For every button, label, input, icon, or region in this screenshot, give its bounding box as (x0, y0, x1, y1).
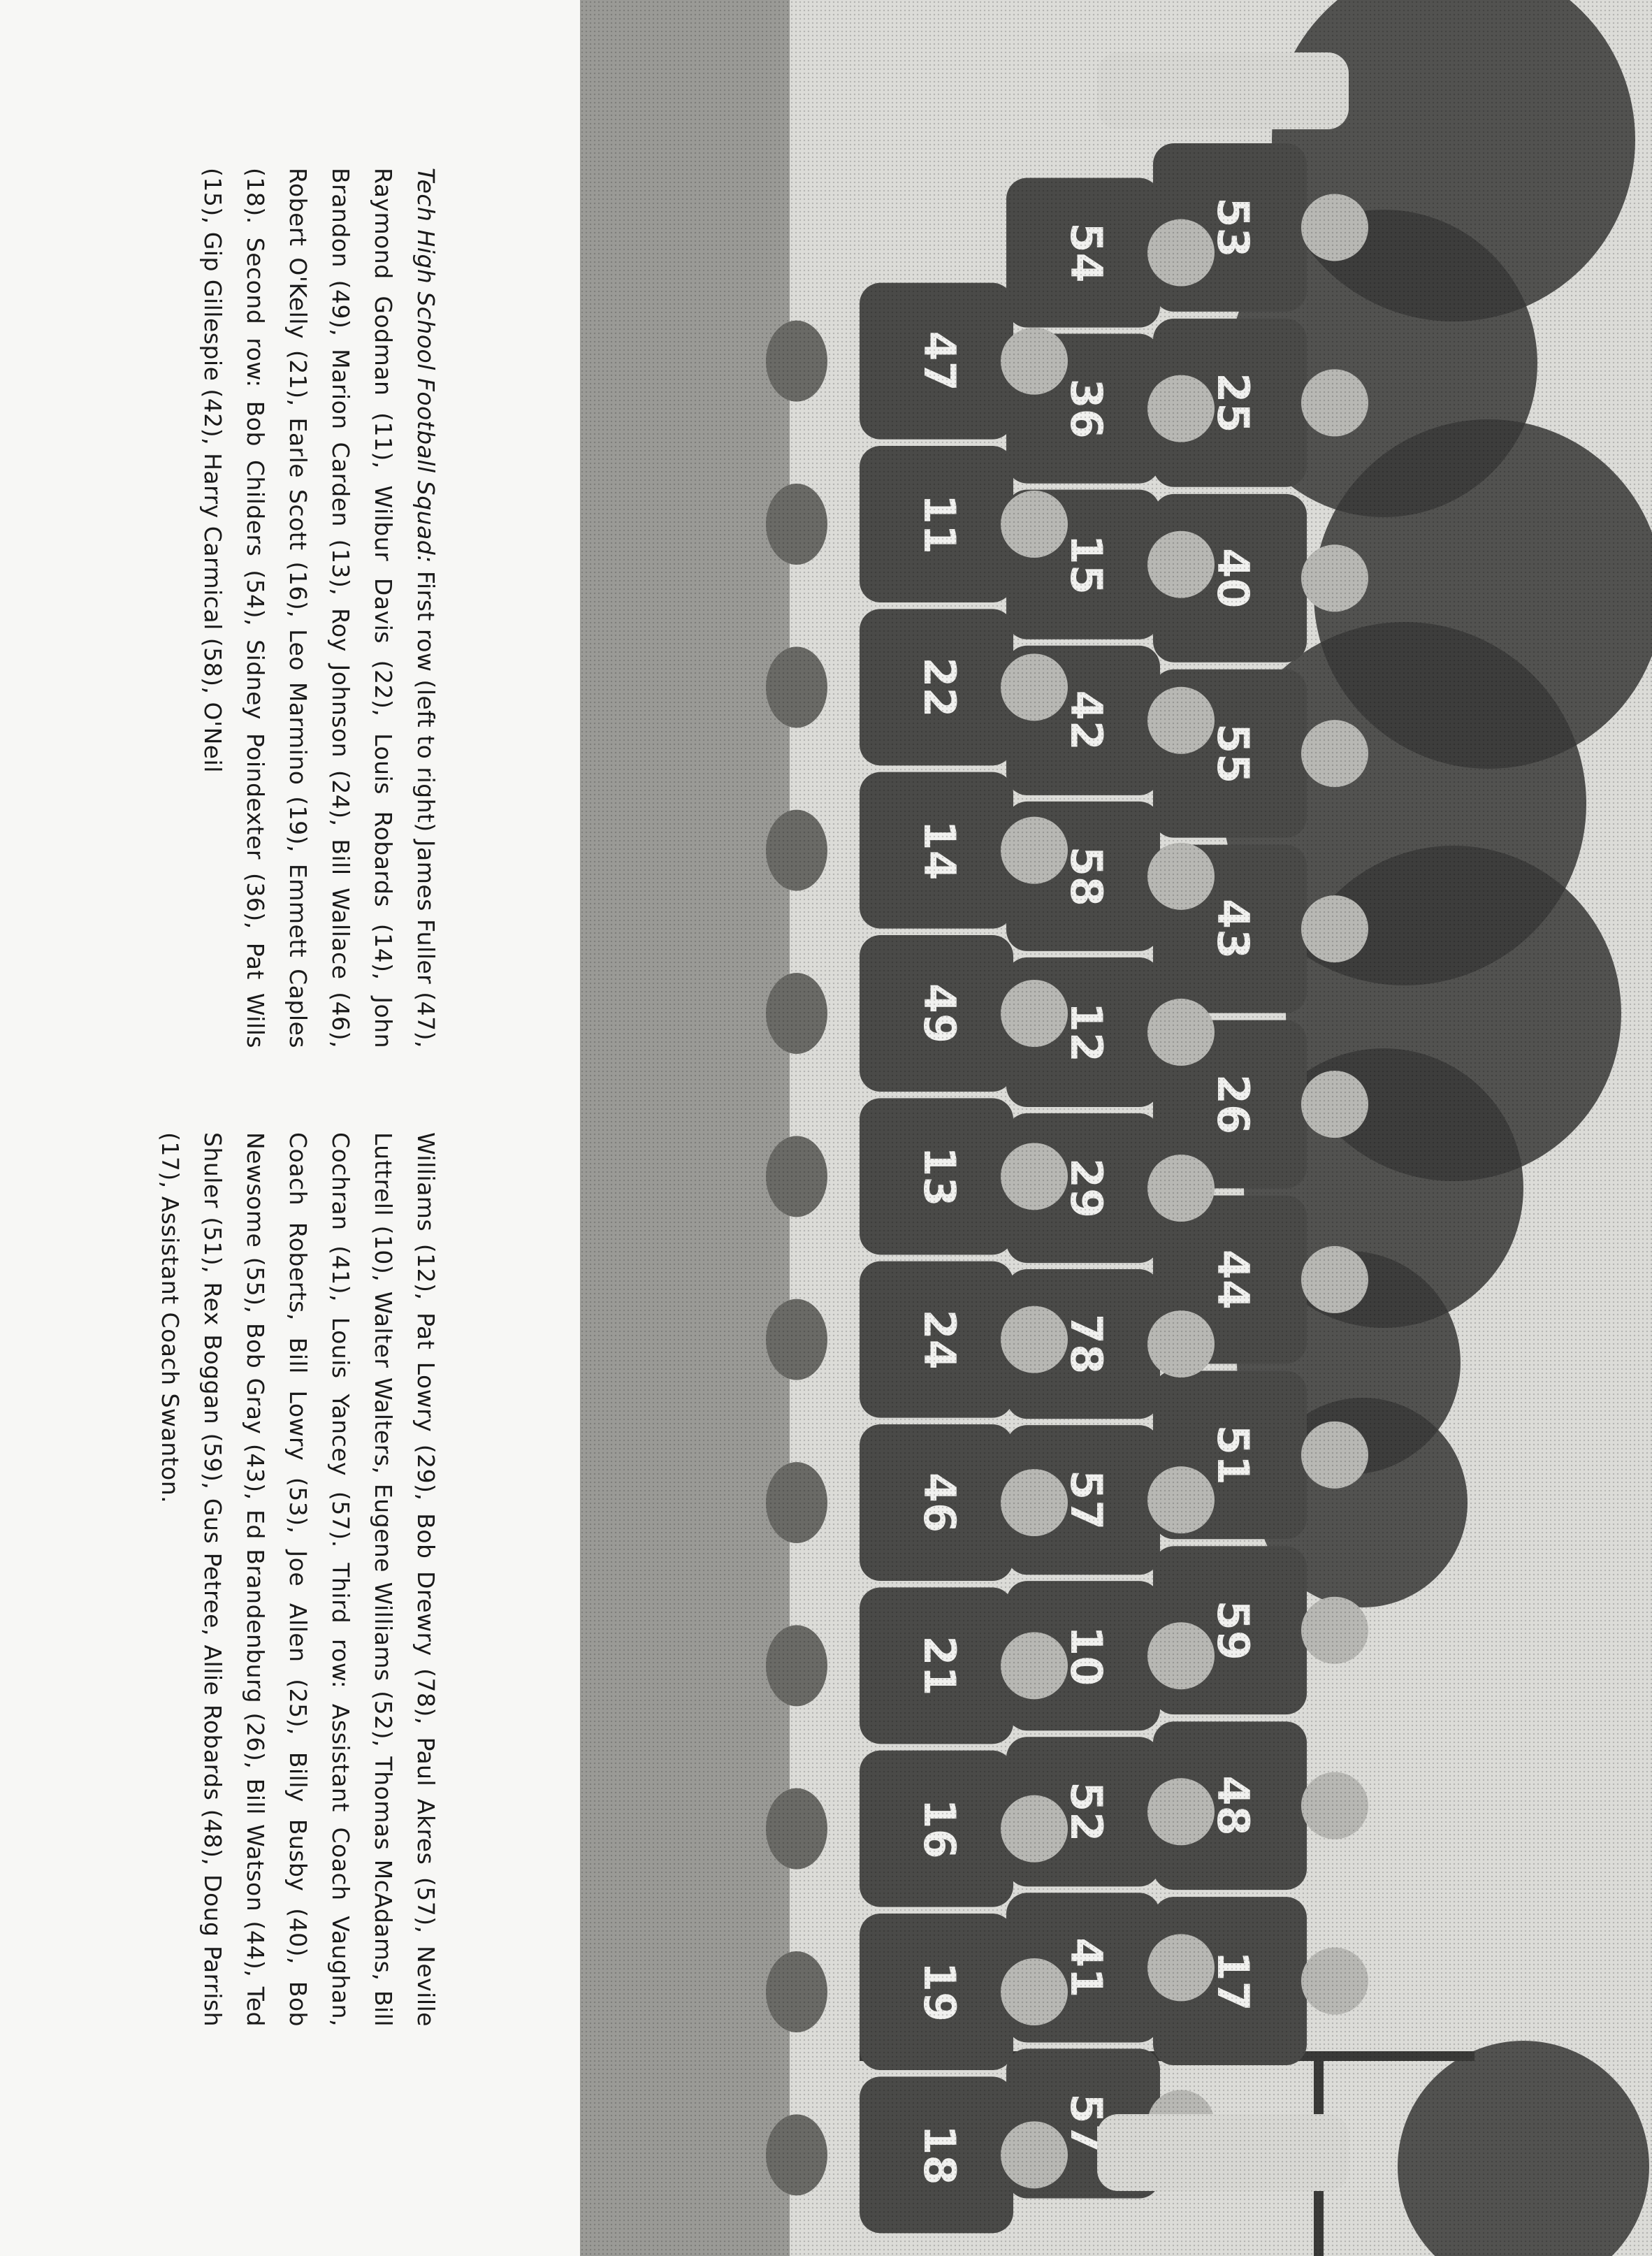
team-photograph (580, 0, 1652, 2256)
caption-column-1 (56, 168, 447, 1048)
caption-block (0, 0, 587, 2256)
caption-text-part-1: First row (left to right) James Fuller (47), Raymond Godman (11), Wilbur Davis (22), Louis Robards (14), John Brandon (49), Marion Carden (13), Roy Johnson (24), Bill Wallace (46), Robert O'Kelly (21), Earle Scott (16), Leo Marmino (19), Emmett Caples (18). Second row: Bob Childers (54), Sidney Poindexter (36), Pat Wills (15), Gip Gillespie (42), Harry Carmical (58), O'Neil (199, 168, 440, 1048)
caption-title: Tech High School Football Squad: (412, 168, 440, 571)
halftone-overlay (580, 0, 1652, 2256)
caption-columns (56, 168, 447, 2208)
team-photo-graphic (580, 0, 1652, 2256)
caption-column-2 (56, 1132, 447, 2027)
caption-text-part-2: Williams (12), Pat Lowry (29), Bob Drewry (78), Paul Akres (57), Neville Luttrell (10), Walter Walters, Eugene Williams (52), Thomas McAdams, Bill Cochran (41), Louis Yancey (57). Third row: Assistant Coach Vaughan, Coach Roberts, Bill Lowry (53), Joe Allen (25), Billy Busby (40), Bob Newsome (55), Bob Gray (43), Ed Brandenburg (26), Bill Watson (44), Ted Shuler (51), Rex Boggan (59), Gus Petree, Allie Robards (48), Doug Parrish (17), Assistant Coach Swanton. (157, 1132, 440, 2027)
